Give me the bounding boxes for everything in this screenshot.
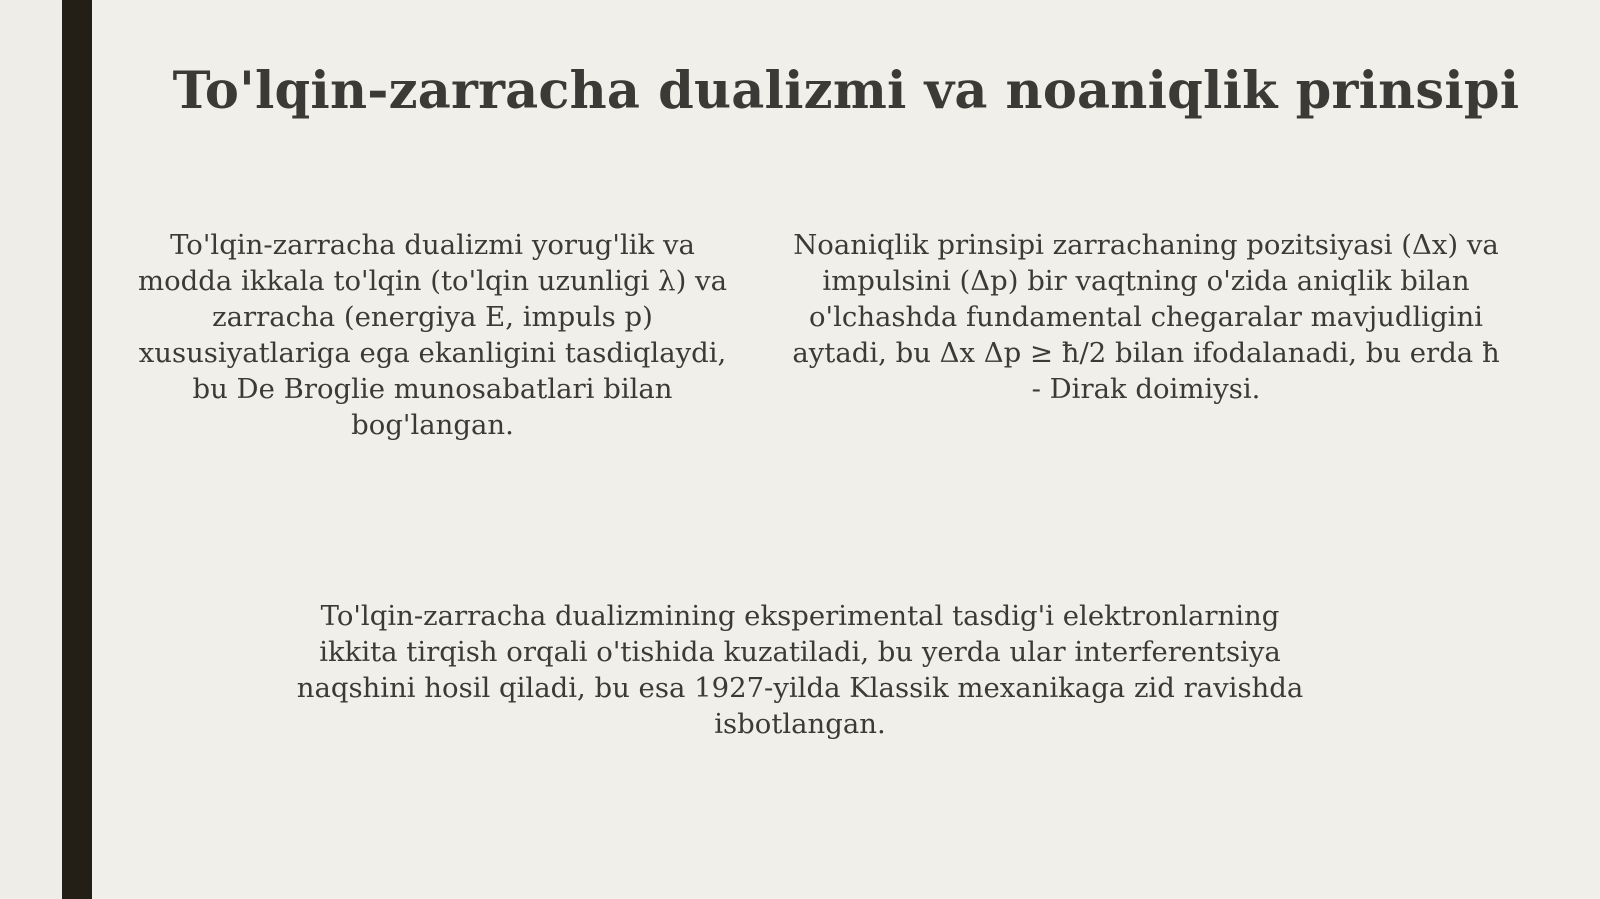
slide-left-margin [0,0,62,899]
slide-title: To'lqin-zarracha dualizmi va noaniqlik prinsipi [172,61,1520,121]
right-paragraph: Noaniqlik prinsipi zarrachaning pozitsiyasi (Δx) va impulsini (Δp) bir vaqtning o'zida aniqlik bilan o'lchashda fundamental chegaralar mavjudligini aytadi, bu Δx Δp ≥ ħ/2 bilan ifodalanadi, bu erda ħ - Dirak doimiysi. [792,229,1500,405]
accent-bar [62,0,92,899]
left-paragraph: To'lqin-zarracha dualizmi yorug'lik va modda ikkala to'lqin (to'lqin uzunligi λ) va zarracha (energiya E, impuls p) xususiyatlariga ega ekanligini tasdiqlaydi, bu De Broglie munosabatlari bilan bog'langan. [138,229,727,441]
bottom-paragraph: To'lqin-zarracha dualizmining eksperimental tasdig'i elektronlarning ikkita tirqish orqali o'tishida kuzatiladi, bu yerda ular interferentsiya naqshini hosil qiladi, bu esa 1927-yilda Klassik mexanikaga zid ravishda isbotlangan. [296,600,1304,740]
